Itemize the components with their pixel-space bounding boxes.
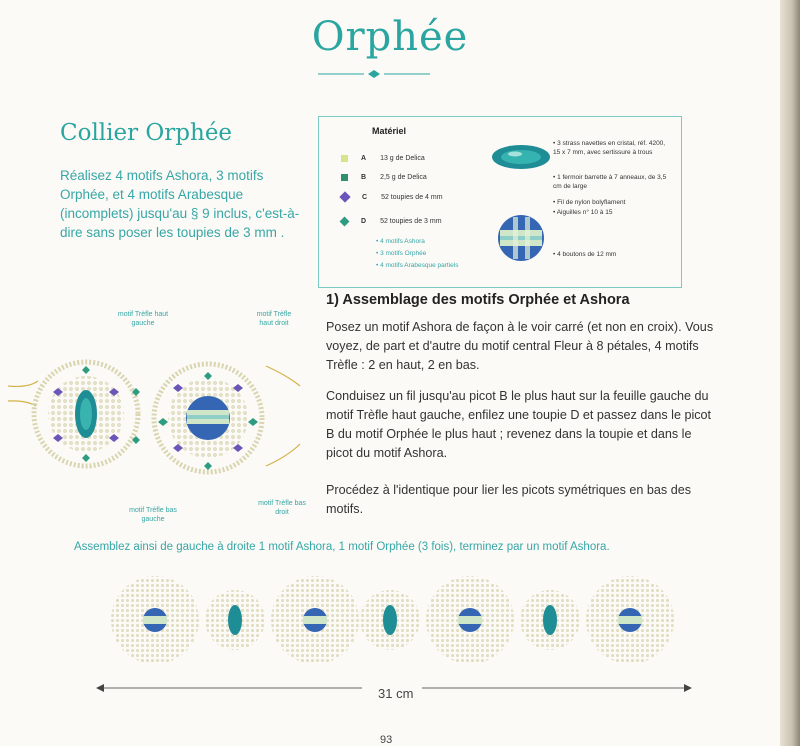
material-row-a — [341, 152, 425, 164]
intro-text: Réalisez 4 motifs Ashora, 3 motifs Orphée, et 4 motifs Arabesque (incomplets) jusqu'au § 9 inclus, c'est-à-dire sans poser les toupies de 3 mm . — [60, 168, 300, 240]
book-spine — [780, 0, 800, 746]
strip-caption: Assemblez ainsi de gauche à droite 1 motif Ashora, 1 motif Orphée (3 fois), terminez par un motif Ashora. — [74, 541, 610, 553]
title-ornament — [318, 70, 430, 78]
section-subtitle: Collier Orphée — [60, 120, 233, 146]
material-letter: A — [361, 154, 367, 162]
label-trefle-bottom-left: motif Trèfle bas gauche — [129, 507, 177, 523]
bead-b-swatch — [341, 174, 348, 181]
button-bead-icon — [497, 214, 545, 262]
assembly-diagram — [8, 326, 308, 506]
crystal-c-icon — [339, 191, 350, 202]
page-title: Orphée — [311, 14, 469, 60]
material-right-item: • 3 strass navettes en cristal, réf. 4200, 15 x 7 mm, avec sertissure à trous — [553, 140, 666, 156]
material-row-c — [341, 191, 443, 203]
navette-crystal-icon — [491, 141, 551, 173]
page-number: 93 — [380, 734, 393, 746]
step-heading: 1) Assemblage des motifs Orphée et Ashora — [326, 292, 630, 308]
material-text: 2,5 g de Delica — [380, 173, 427, 181]
measure-label: 31 cm — [378, 686, 414, 701]
material-right-item: • 1 fermoir barrette à 7 anneaux, de 3,5 cm de large — [553, 174, 667, 190]
necklace-strip-diagram — [100, 568, 680, 672]
materials-heading: Matériel — [372, 126, 407, 136]
material-right-item: • 4 boutons de 12 mm — [553, 251, 617, 258]
material-letter: B — [361, 173, 367, 181]
materials-box — [318, 116, 682, 288]
material-row-d — [341, 215, 442, 227]
label-trefle-top-right: motif Trèfle haut droit — [256, 311, 292, 327]
material-letter: D — [361, 217, 367, 225]
bead-a-swatch — [341, 155, 348, 162]
motif-list-item: • 4 motifs Arabesque partiels — [376, 262, 459, 269]
material-right-item: • Aiguilles n° 10 à 15 — [553, 209, 613, 216]
step-paragraph-2: Conduisez un fil jusqu'au picot B le plus haut sur la feuille gauche du motif Trèfle haut gauche, enfilez une toupie D et passez dans le picot B du motif Orphée le plus haut ; revenez dans la toupie et dans le picot du motif Ashora. — [326, 389, 712, 460]
motif-list-item: • 3 motifs Orphée — [376, 250, 427, 257]
material-text: 13 g de Delica — [380, 154, 425, 162]
material-right-item: • Fil de nylon bolyflament — [553, 199, 626, 206]
motif-list-item: • 4 motifs Ashora — [376, 238, 425, 245]
crystal-d-icon — [340, 216, 350, 226]
material-text: 52 toupies de 3 mm — [380, 217, 442, 225]
material-letter: C — [362, 193, 368, 201]
label-trefle-bottom-right: motif Trèfle bas droit — [258, 500, 306, 516]
step-paragraph-1: Posez un motif Ashora de façon à le voir carré (et non en croix). Vous voyez, de part et d'autre du motif central Fleur à 8 pétales, 4 motifs Trèfle : 2 en haut, 2 en bas. — [326, 320, 714, 372]
material-row-b — [341, 171, 427, 183]
label-trefle-top-left: motif Trèfle haut gauche — [117, 311, 169, 327]
step-paragraph-3: Procédez à l'identique pour lier les picots symétriques en bas des motifs. — [326, 483, 692, 516]
material-text: 52 toupies de 4 mm — [381, 193, 443, 201]
